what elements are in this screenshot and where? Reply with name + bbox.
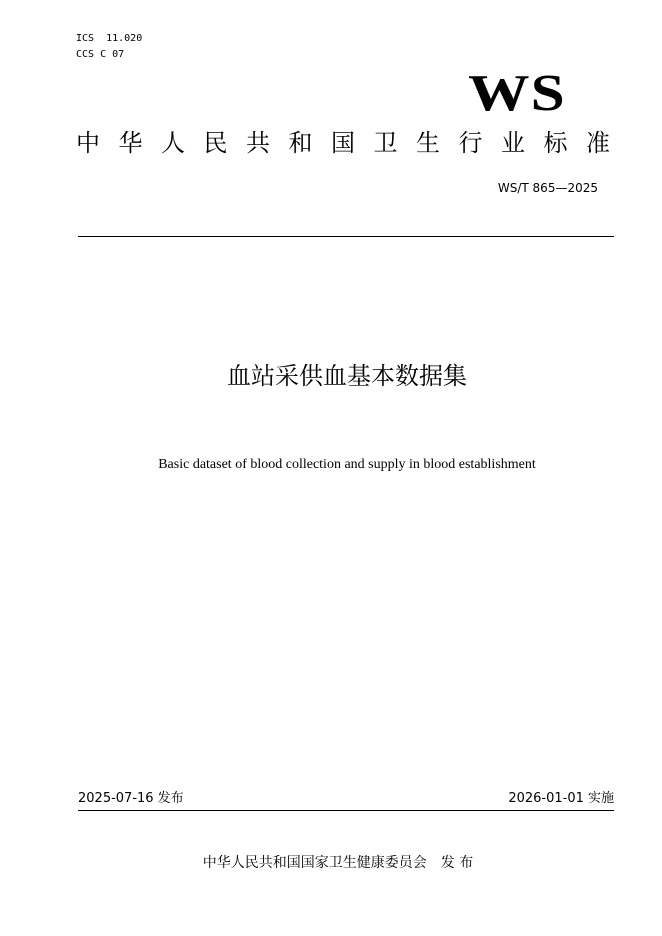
- org-char: 华: [118, 129, 143, 157]
- ccs-code: CCS C 07: [76, 49, 125, 60]
- org-char: 准: [586, 129, 610, 157]
- org-char: 卫: [373, 129, 398, 157]
- org-char: 中: [76, 129, 100, 157]
- org-char: 标: [543, 129, 568, 157]
- issuer-action: 发 布: [440, 855, 474, 871]
- bottom-divider: [78, 810, 614, 811]
- org-char: 和: [288, 129, 313, 157]
- document-title-zh: 血站采供血基本数据集: [227, 362, 467, 390]
- standard-organization: [76, 128, 610, 158]
- org-char: 人: [161, 129, 185, 157]
- document-title-en: Basic dataset of blood collection and supply in blood establishment: [158, 457, 536, 472]
- standard-number: WS/T 865—2025: [497, 181, 598, 195]
- org-char: 业: [501, 129, 525, 157]
- org-char: 行: [458, 129, 483, 157]
- org-char: 民: [203, 129, 228, 157]
- ics-code: ICS 11.020: [76, 33, 143, 44]
- org-char: 共: [246, 129, 270, 157]
- issuer: [0, 854, 662, 872]
- ws-logo: WS: [468, 65, 566, 122]
- org-char: 生: [416, 129, 440, 157]
- org-char: 国: [331, 129, 355, 157]
- issuer-name: 中华人民共和国国家卫生健康委员会: [202, 855, 427, 871]
- top-divider: [78, 236, 614, 237]
- effective-date: 2026-01-01 实施: [508, 791, 614, 806]
- publish-date: 2025-07-16 发布: [78, 791, 184, 806]
